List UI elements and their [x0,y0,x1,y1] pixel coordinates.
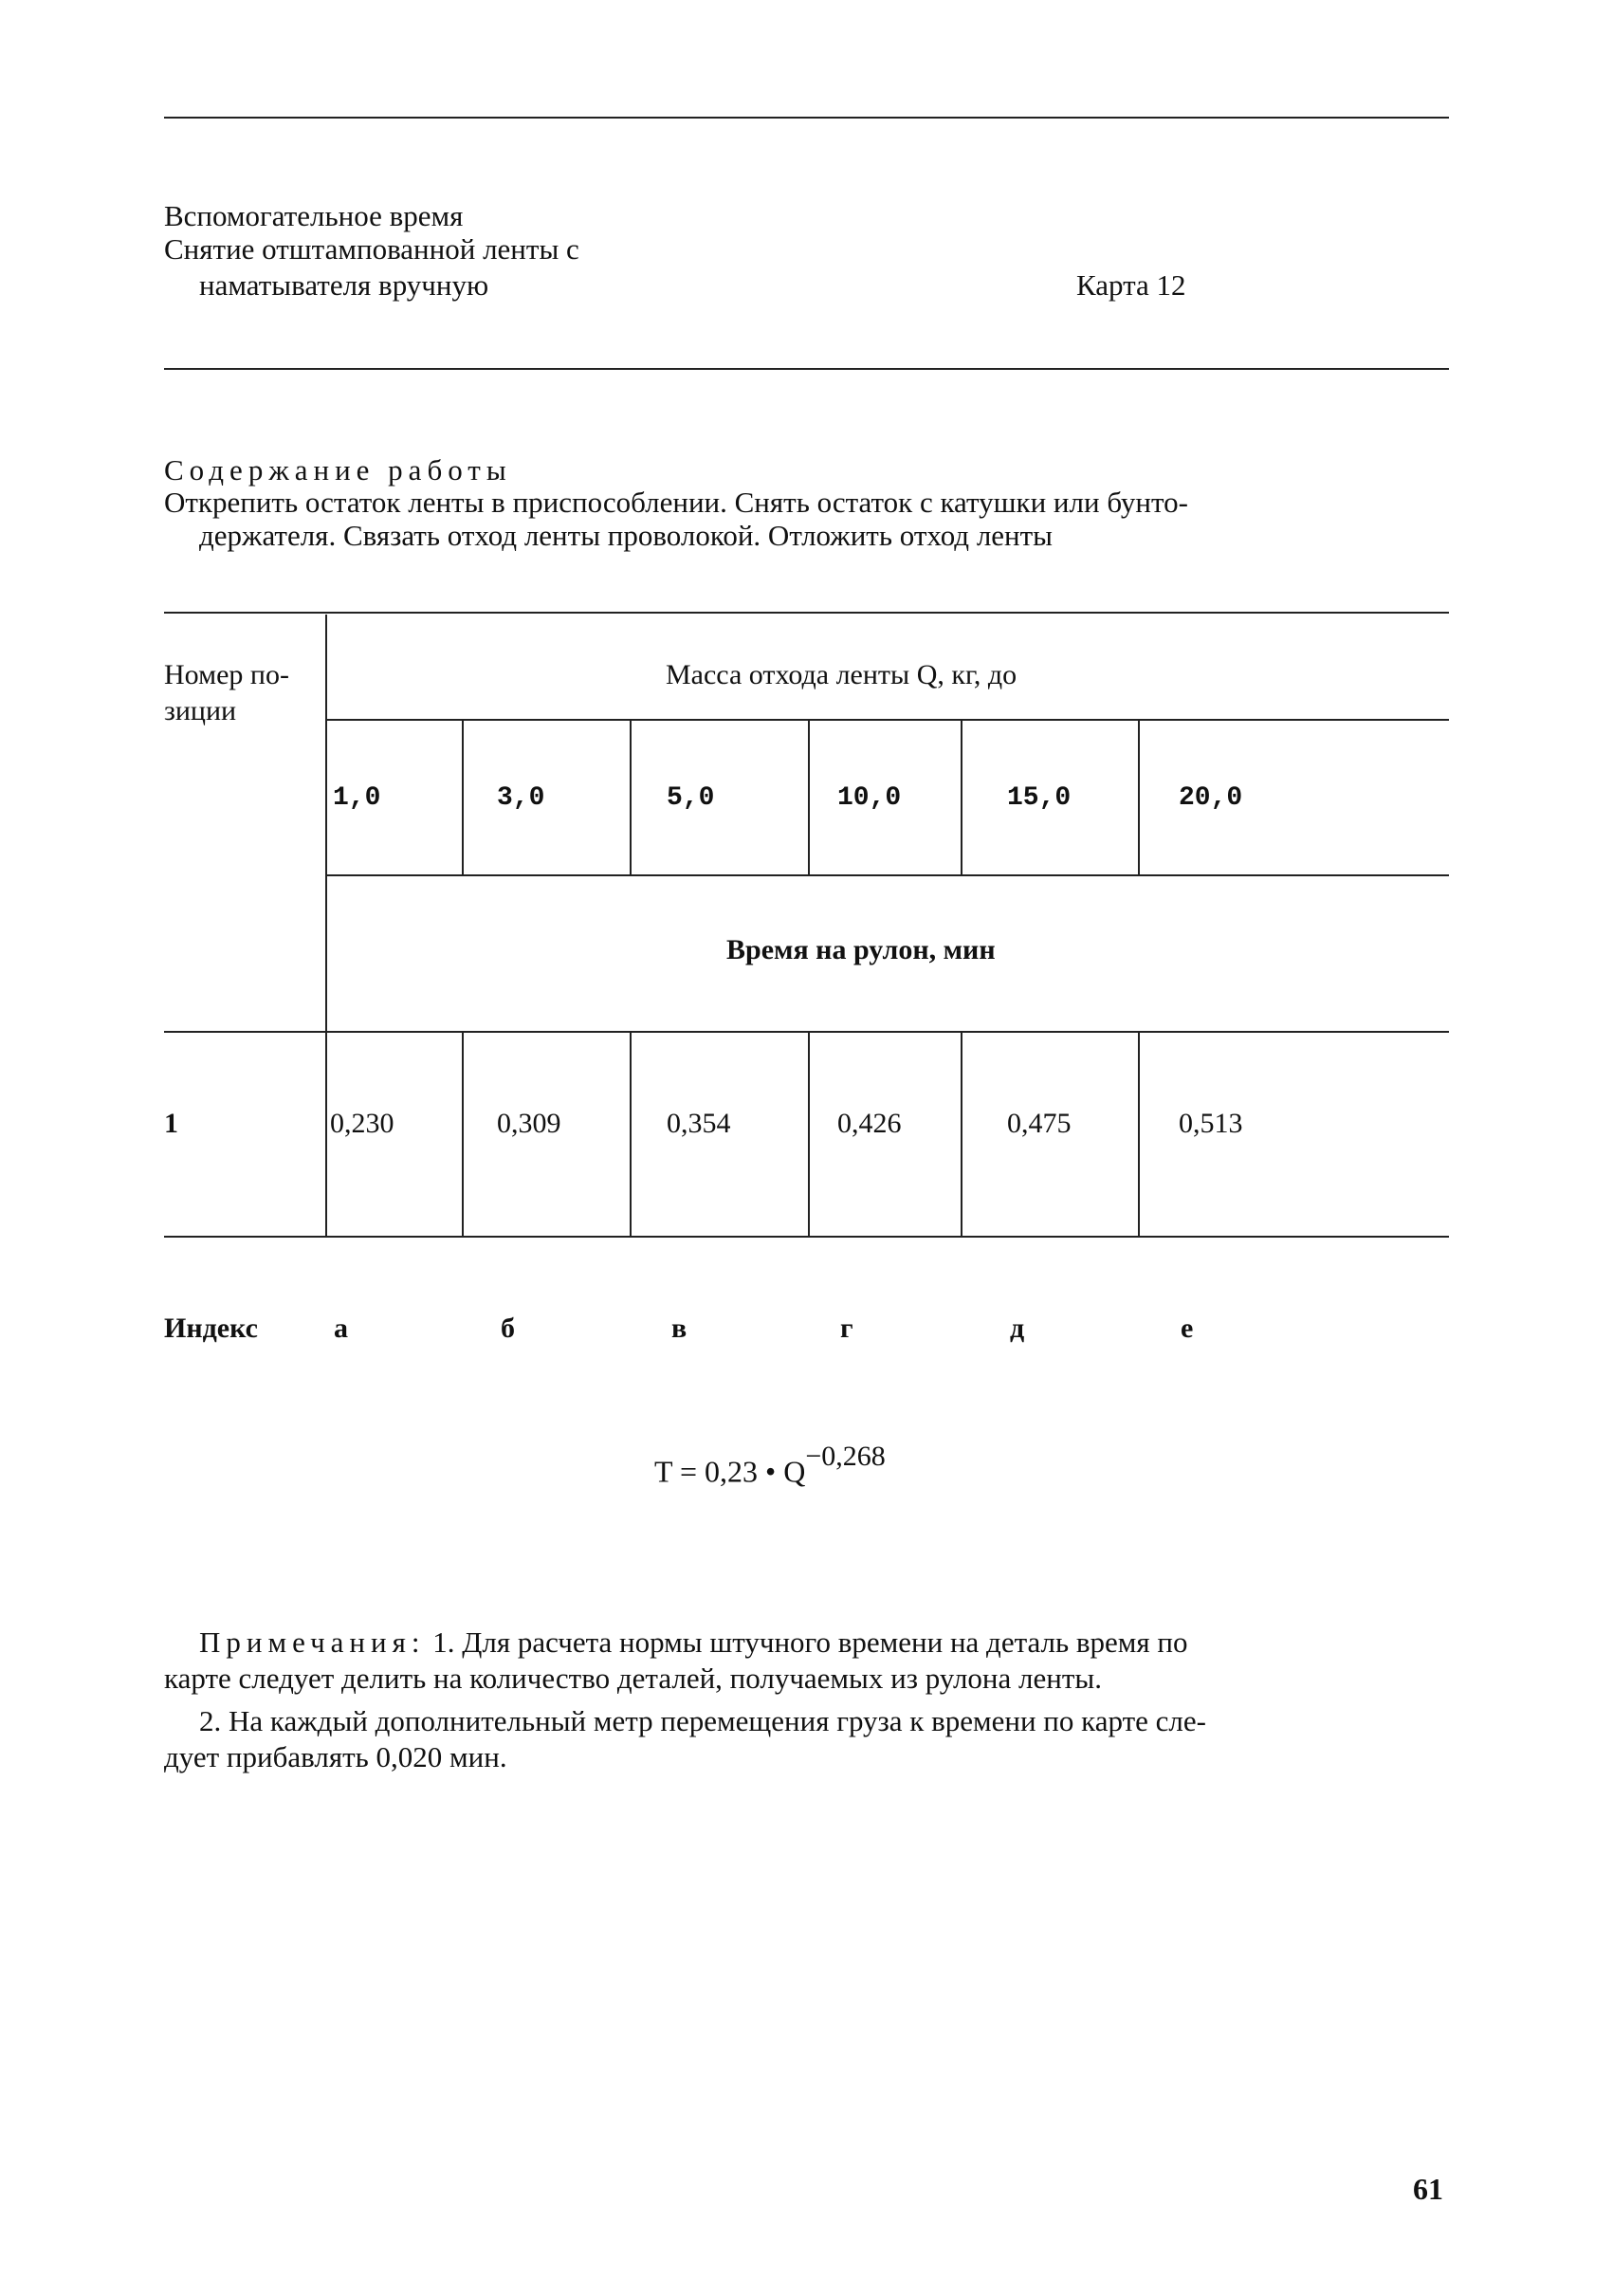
formula [654,1441,886,1490]
notes-line-1-text: 1. Для расчета нормы штучного времени на деталь время по [425,1626,1188,1659]
index-label: Индекс [164,1313,258,1344]
header-line-1: Вспомогательное время [164,199,464,232]
row-value-6: 0,513 [1179,1108,1243,1139]
table-position-column-line [325,615,327,1236]
notes-label: Примечания: [199,1626,426,1659]
mass-col-sep-5 [1138,719,1140,874]
notes-line-3: 2. На каждый дополнительный метр перемещения груза к времени по карте сле- [199,1704,1206,1737]
mass-col-sep-4 [961,719,962,874]
mass-col-sep-2 [630,719,632,874]
top-rule [164,117,1449,119]
index-letter-1: а [334,1313,348,1344]
page-number: 61 [1413,2172,1443,2206]
notes-line-1 [199,1626,1188,1660]
content-line-1: Открепить остаток ленты в приспособлении. Снять остаток с катушки или бунто- [164,486,1188,519]
content-line-2: держателя. Связать отход ленты проволокой. Отложить отход ленты [199,519,1054,552]
index-letter-3: в [671,1313,687,1344]
mass-value-6: 20,0 [1179,783,1243,813]
header-line-3: наматывателя вручную [199,268,489,302]
notes-line-4: дует прибавлять 0,020 мин. [164,1740,507,1773]
table-mass-values-rule [327,874,1449,876]
formula-exponent: −0,268 [805,1441,886,1472]
row-position: 1 [164,1108,178,1139]
row-value-4: 0,426 [837,1108,902,1139]
content-heading: Содержание работы [164,453,512,487]
formula-base: T = 0,23 • Q [654,1454,806,1489]
row-value-3: 0,354 [667,1108,731,1139]
value-col-sep-2 [630,1031,632,1236]
mass-value-3: 5,0 [667,783,715,813]
time-header: Время на рулон, мин [726,934,996,965]
row-value-2: 0,309 [497,1108,561,1139]
header-bottom-rule [164,368,1449,370]
row-value-5: 0,475 [1007,1108,1072,1139]
card-number: Карта 12 [1076,268,1186,302]
mass-value-5: 15,0 [1007,783,1072,813]
value-col-sep-4 [961,1031,962,1236]
header-line-2: Снятие отштампованной ленты с [164,232,579,266]
value-col-sep-1 [462,1031,464,1236]
index-letter-5: д [1010,1313,1025,1344]
mass-value-2: 3,0 [497,783,545,813]
table-mass-header-rule [327,719,1449,721]
table-body-top-rule [164,1031,1449,1033]
position-header-line-2: зиции [164,695,237,726]
table-bottom-rule [164,1236,1449,1238]
mass-value-1: 1,0 [333,783,381,813]
mass-col-sep-1 [462,719,464,874]
mass-col-sep-3 [808,719,810,874]
index-letter-4: г [840,1313,853,1344]
value-col-sep-5 [1138,1031,1140,1236]
mass-value-4: 10,0 [837,783,902,813]
value-col-sep-3 [808,1031,810,1236]
mass-header: Масса отхода ленты Q, кг, до [666,659,1017,690]
position-header-line-1: Номер по- [164,659,289,690]
table-top-rule [164,612,1449,614]
notes-line-2: карте следует делить на количество деталей, получаемых из рулона ленты. [164,1662,1102,1695]
index-letter-2: б [501,1313,515,1344]
index-letter-6: е [1181,1313,1194,1344]
row-value-1: 0,230 [330,1108,394,1139]
